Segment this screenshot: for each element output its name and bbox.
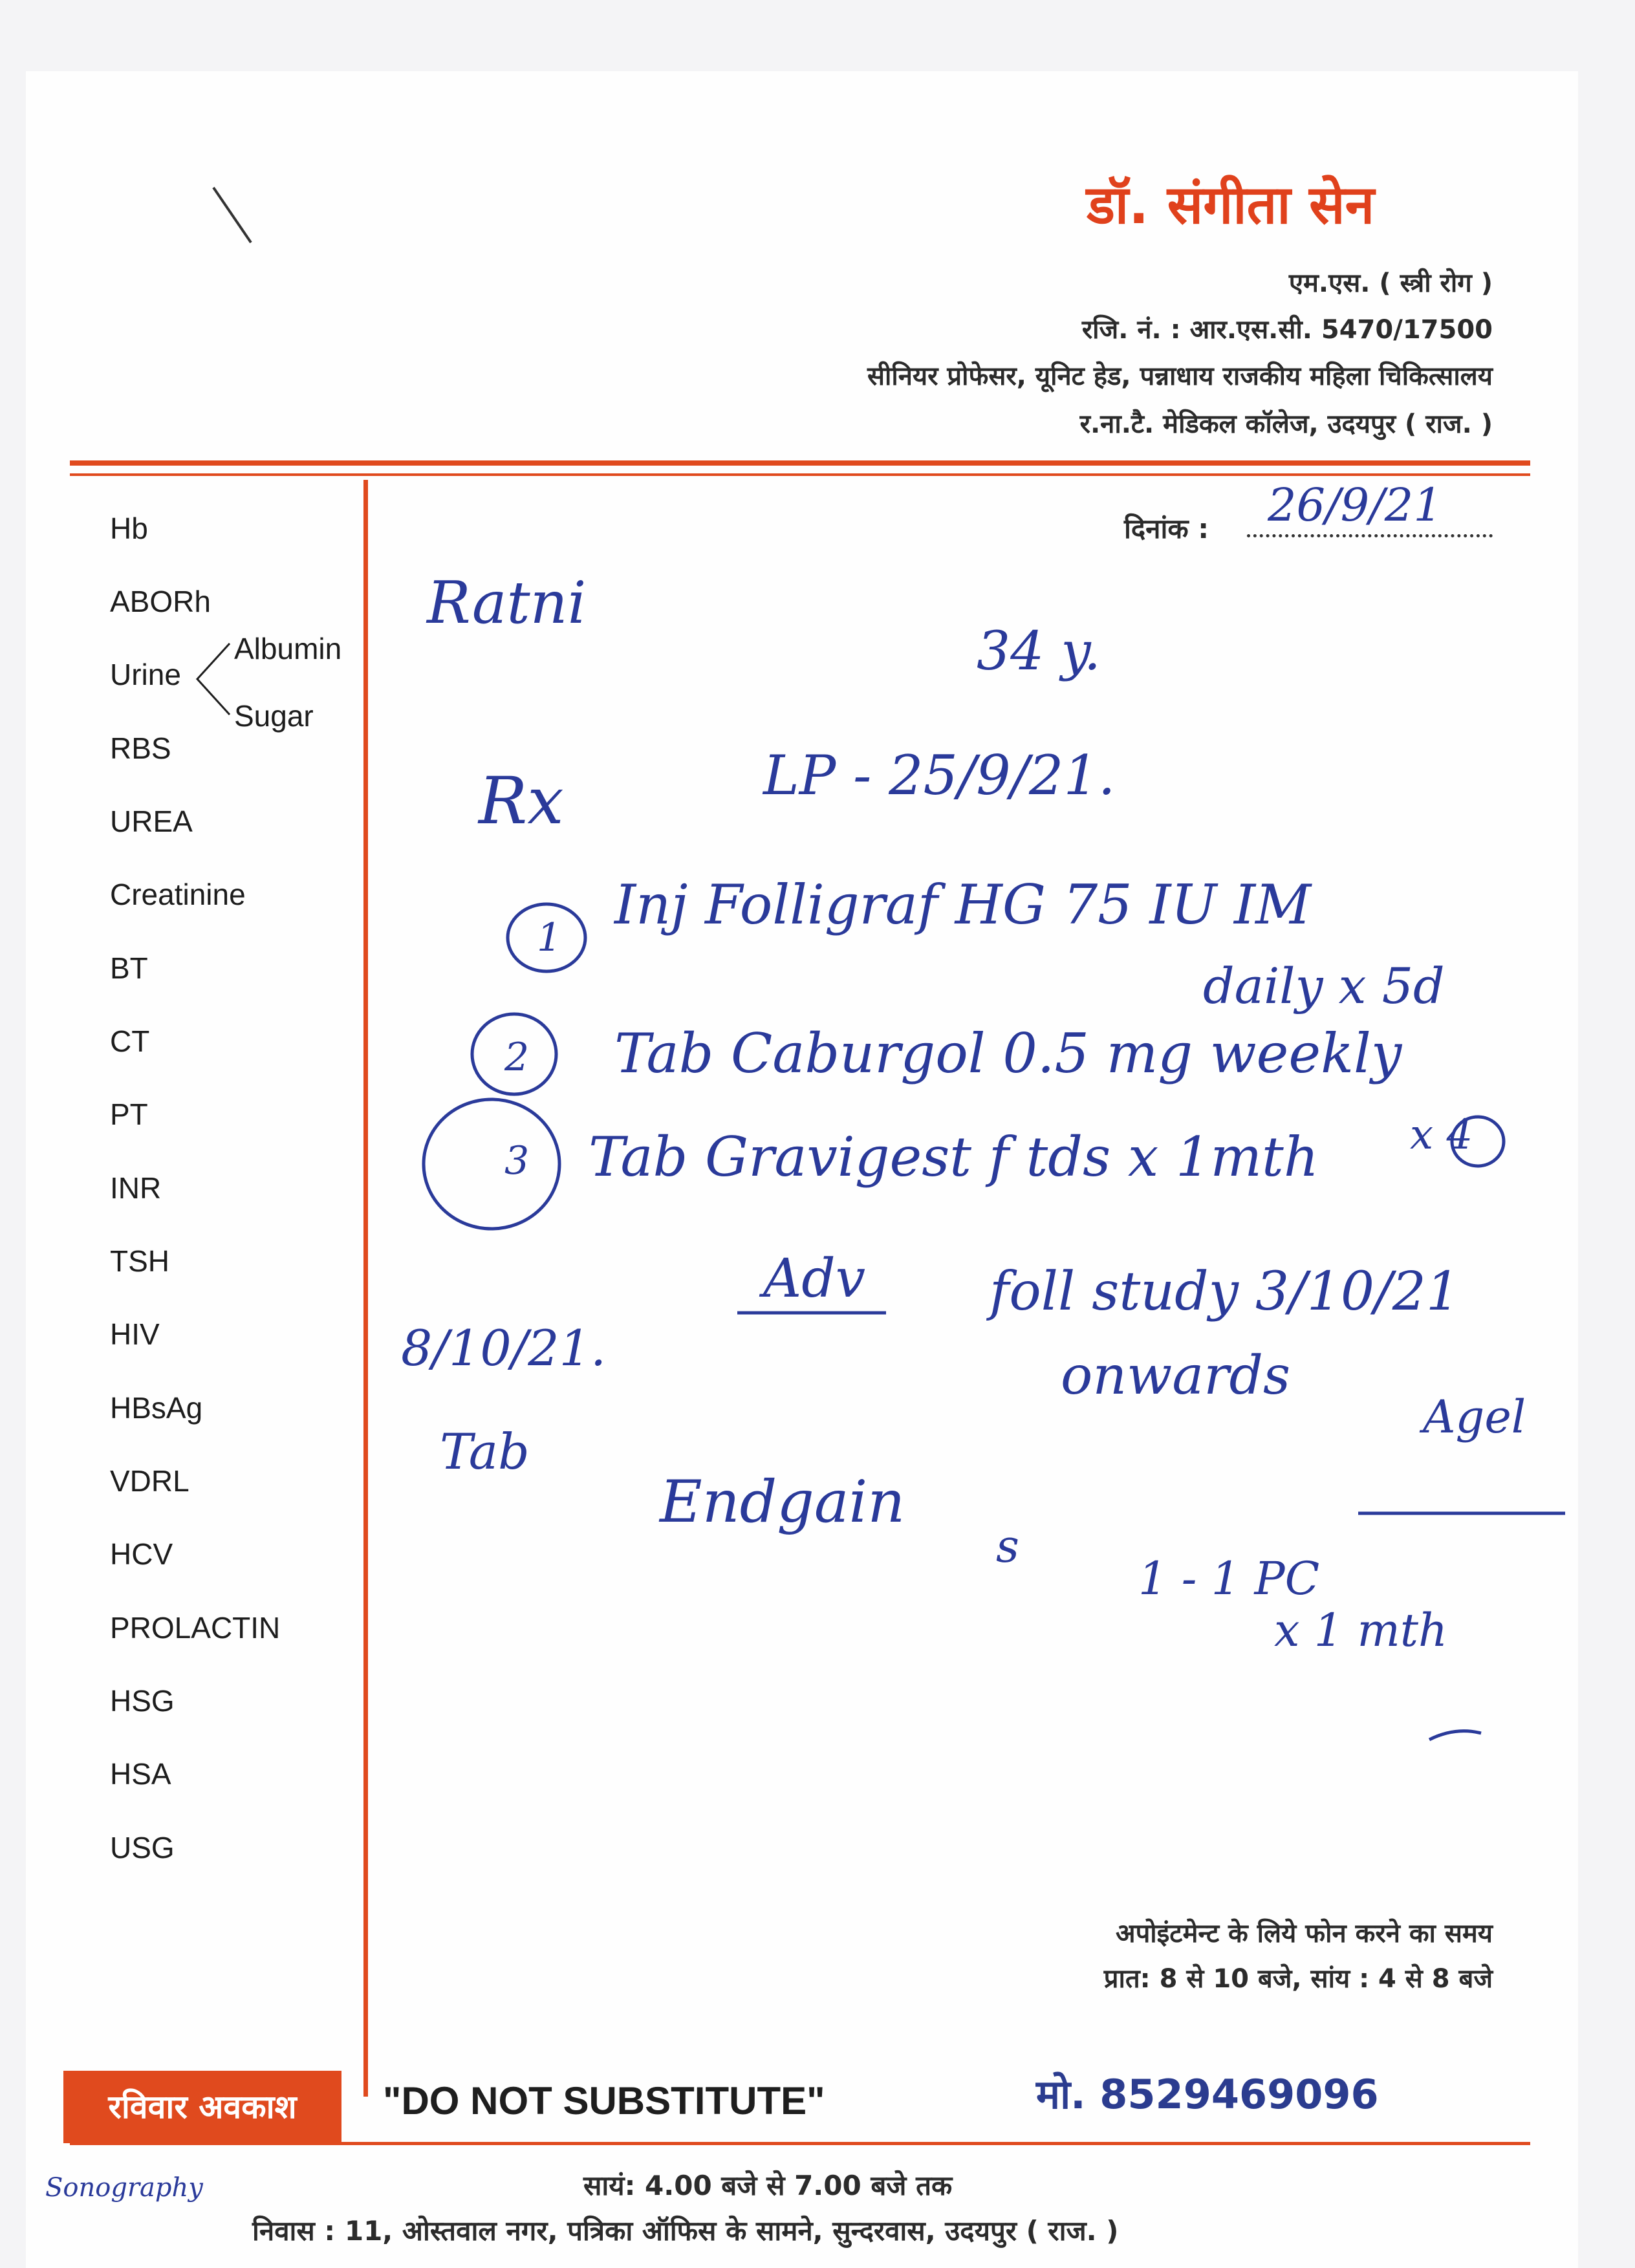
test-item: HSG (110, 1684, 175, 1718)
doctor-initials: Agel (1423, 1390, 1526, 1443)
med2-circle (472, 1014, 556, 1094)
med3-circle (424, 1099, 559, 1229)
medicine-1: Inj Folligraf HG 75 IU IM (614, 873, 1312, 936)
test-item: BT (110, 951, 148, 985)
med2-number: 2 (504, 1035, 530, 1080)
test-item: HBsAg (110, 1391, 203, 1425)
test-item: UREA (110, 805, 193, 838)
last-period: LP - 25/9/21. (763, 744, 1116, 807)
advice-label: Adv (763, 1248, 866, 1310)
follicular-study: foll study 3/10/21 (990, 1261, 1460, 1323)
test-item: PT (110, 1097, 148, 1131)
onwards: onwards (1061, 1345, 1291, 1407)
urine-albumin: Albumin (234, 632, 342, 665)
sig-s: s (996, 1520, 1019, 1573)
test-item: CT (110, 1024, 150, 1058)
urine-sugar: Sugar (234, 699, 314, 733)
appointment-hours: प्रात: 8 से 10 बजे, सांय : 4 से 8 बजे (1103, 1964, 1493, 1994)
medicine-1-dose: daily x 5d (1203, 957, 1445, 1015)
do-not-substitute: "DO NOT SUBSTITUTE" (383, 2079, 825, 2122)
test-item: HSA (110, 1757, 171, 1791)
medicine-3: Tab Gravigest f tds x 1mth (589, 1125, 1319, 1189)
residence-address: निवास : 11, ओस्तवाल नगर, पत्रिका ऑफिस के सामने, सुन्दरवास, उदयपुर ( राज. ) (252, 2215, 1119, 2247)
followup-date: 8/10/21. (401, 1319, 607, 1377)
test-item: TSH (110, 1244, 169, 1278)
patient-age: 34 y. (977, 621, 1101, 682)
extra-circle (1452, 1117, 1504, 1166)
holiday-label: रविवार अवकाश (108, 2088, 297, 2126)
medicine-endgain: Endgain (660, 1468, 905, 1536)
phone-number: मो. 8529469096 (1036, 2071, 1379, 2118)
med3-number: 3 (504, 1138, 530, 1183)
designation: सीनियर प्रोफेसर, यूनिट हेड, पन्नाधाय राजकीय महिला चिकित्सालय (867, 362, 1493, 391)
rx-symbol: Rx (479, 763, 564, 839)
test-item: HIV (110, 1317, 160, 1351)
patient-name: Ratni (427, 569, 587, 637)
urine-bracket (197, 643, 230, 715)
corner-note: Sonography (45, 2173, 203, 2203)
test-item: INR (110, 1171, 162, 1205)
test-item: Hb (110, 512, 148, 545)
doctor-degree: एम.एस. ( स्त्री रोग ) (1288, 268, 1493, 298)
date-label: दिनांक : (1124, 513, 1209, 545)
test-item: RBS (110, 731, 171, 765)
dose-schedule: 1 - 1 PC (1138, 1552, 1320, 1605)
test-item: HCV (110, 1537, 173, 1571)
med1-circle (508, 904, 585, 971)
tab-label: Tab (440, 1423, 530, 1480)
test-item: VDRL (110, 1464, 189, 1498)
medicine-2: Tab Caburgol 0.5 mg weekly (614, 1022, 1402, 1085)
test-item: Urine (110, 658, 181, 691)
end-squiggle (1429, 1731, 1481, 1740)
doctor-name: डॉ. संगीता सेन (1087, 175, 1375, 236)
holiday-badge (63, 2071, 341, 2143)
test-item: ABORh (110, 585, 211, 618)
college: र.ना.टै. मेडिकल कॉलेज, उदयपुर ( राज. ) (1079, 409, 1493, 439)
test-item: Creatinine (110, 878, 246, 911)
test-item: USG (110, 1831, 175, 1864)
dose-duration: x 1 mth (1274, 1604, 1448, 1657)
appointment-heading: अपोइंटमेन्ट के लिये फोन करने का समय (1116, 1919, 1493, 1949)
medicine-3-extra: x 4 (1410, 1111, 1473, 1159)
med1-number: 1 (537, 915, 562, 960)
test-item: PROLACTIN (110, 1611, 281, 1645)
date-value: 26/9/21 (1268, 479, 1442, 532)
footer-divider (70, 2142, 1530, 2145)
evening-timing: सायं: 4.00 बजे से 7.00 बजे तक (583, 2170, 953, 2201)
pen-mark (213, 188, 251, 243)
registration-number: रजि. नं. : आर.एस.सी. 5470/17500 (1081, 315, 1493, 345)
